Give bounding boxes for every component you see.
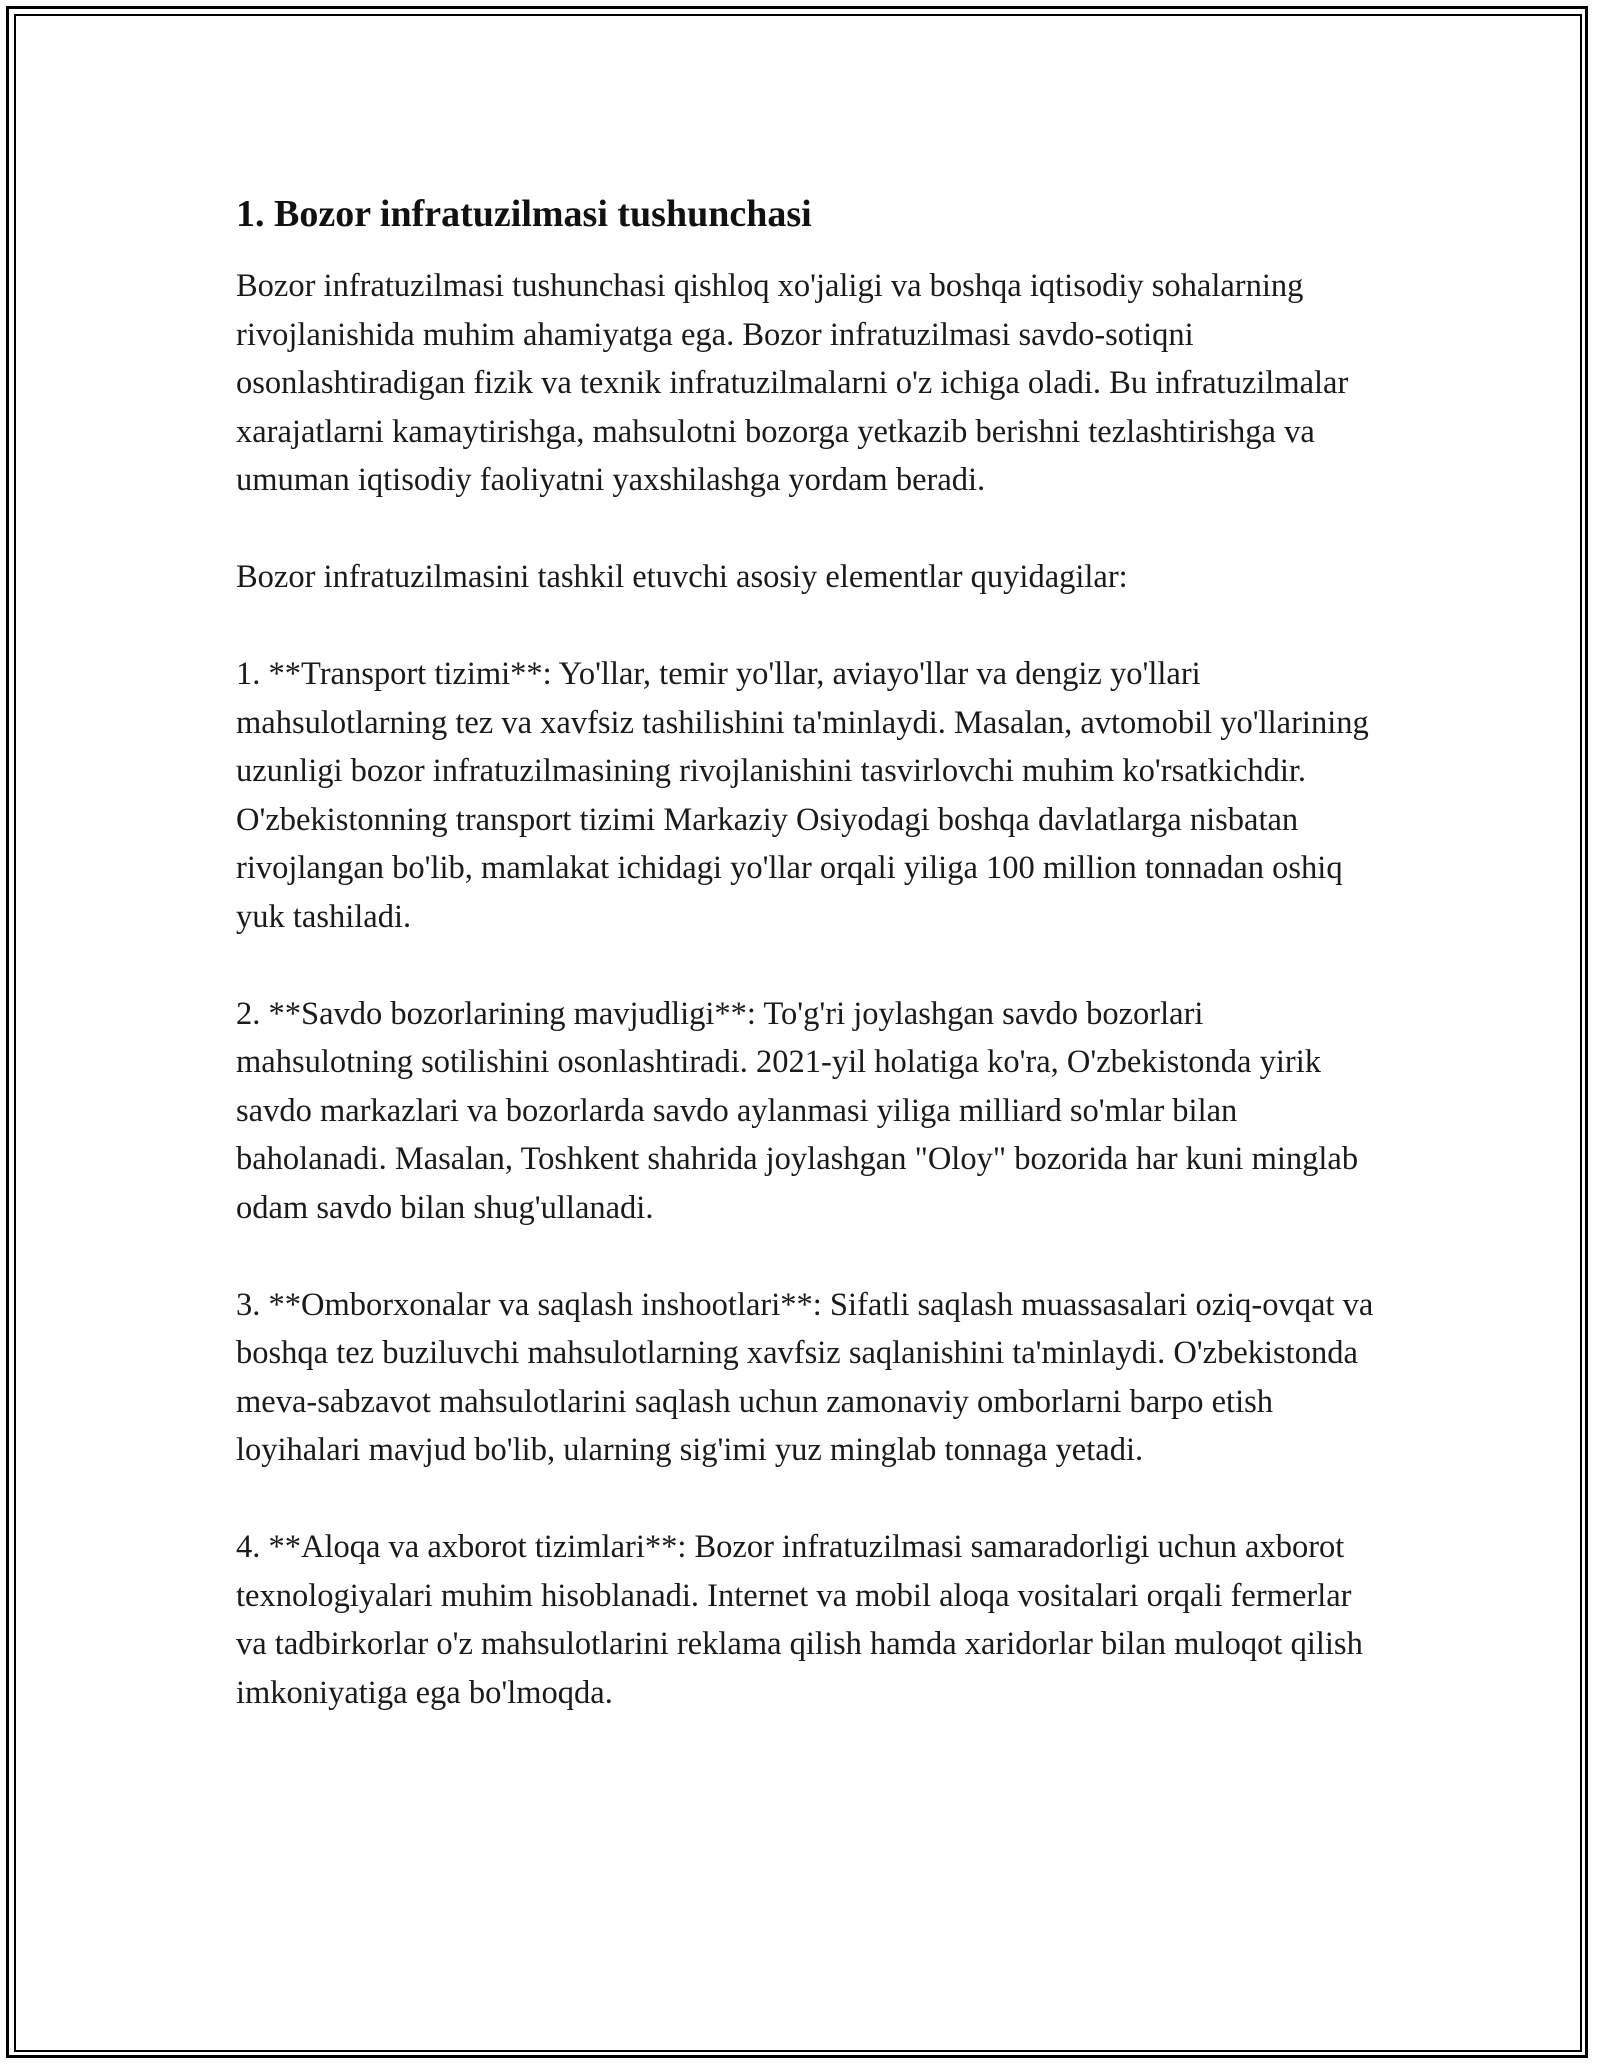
list-item-warehouses: 3. **Omborxonalar va saqlash inshootlari**: Sifatli saqlash muassasalari oziq-ovqat va boshqa tez buziluvchi mahsulotlarning xavfsiz saqlanishini ta'minlaydi. O'zbekistonda meva-sabzavot mahsulotlarini saqlash uchun zamonaviy omborlarni barpo etish loyihalari mavjud bo'lib, ularning sig'imi yuz minglab tonnaga yetadi. (236, 1286, 1374, 1468)
list-item-communication: 4. **Aloqa va axborot tizimlari**: Bozor infratuzilmasi samaradorligi uchun axborot texnologiyalari muhim hisoblanadi. Internet va mobil aloqa vositalari orqali fermerlar va tadbirkorlar o'z mahsulotlarini reklama qilish hamda xaridorlar bilan muloqot qilish imkoniyatiga ega bo'lmoqda. (236, 1529, 1363, 1711)
elements-lead-paragraph: Bozor infratuzilmasini tashkil etuvchi asosiy elementlar quyidagilar: (236, 559, 1128, 595)
intro-paragraph: Bozor infratuzilmasi tushunchasi qishloq xo'jaligi va boshqa iqtisodiy sohalarning rivojlanishida muhim ahamiyatga ega. Bozor infratuzilmasi savdo-sotiqni osonlashtiradigan fizik va texnik infratuzilmalarni o'z ichiga oladi. Bu infratuzilmalar xarajatlarni kamaytirishga, mahsulotni bozorga yetkazib berishni tezlashtirishga va umuman iqtisodiy faoliyatni yaxshilashga yordam beradi. (236, 268, 1349, 498)
section-title: 1. Bozor infratuzilmasi tushunchasi (236, 193, 812, 235)
list-item-markets: 2. **Savdo bozorlarining mavjudligi**: To'g'ri joylashgan savdo bozorlari mahsulotning sotilishini osonlashtiradi. 2021-yil holatiga ko'ra, O'zbekistonda yirik savdo markazlari va bozorlarda savdo aylanmasi yiliga milliard so'mlar bilan baholanadi. Masalan, Toshkent shahrida joylashgan "Oloy" bozorida har kuni minglab odam savdo bilan shug'ullanadi. (236, 995, 1359, 1226)
list-item-transport: 1. **Transport tizimi**: Yo'llar, temir yo'llar, aviayo'llar va dengiz yo'llari mahsulotlarning tez va xavfsiz tashilishini ta'minlaydi. Masalan, avtomobil yo'llarining uzunligi bozor infratuzilmasining rivojlanishini tasvirlovchi muhim ko'rsatkichdir. O'zbekistonning transport tizimi Markaziy Osiyodagi boshqa davlatlarga nisbatan rivojlangan bo'lib, mamlakat ichidagi yo'llar orqali yiliga 100 million tonnadan oshiq yuk tashiladi. (236, 656, 1369, 935)
document-body (236, 188, 1386, 1766)
